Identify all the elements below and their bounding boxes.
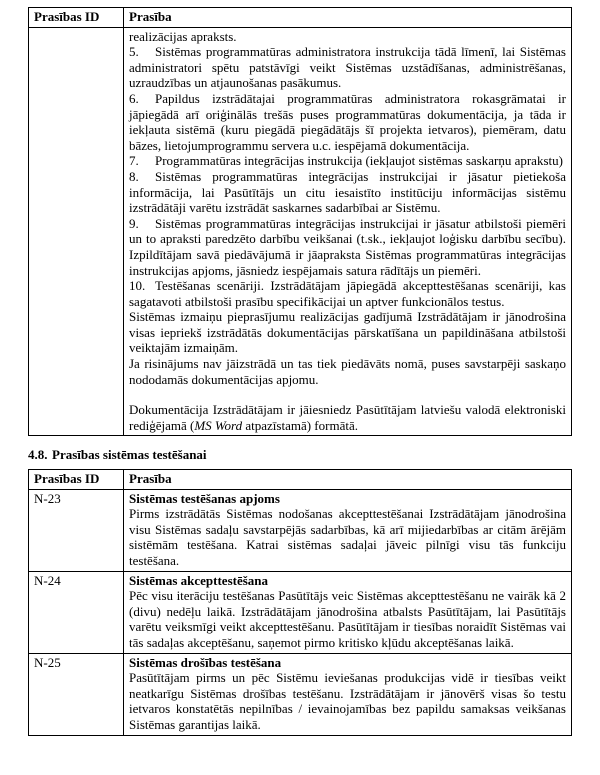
requirement-body: Pirms izstrādātās Sistēmas nodošanas akcepttestēšanai Izstrādātājam jānodrošina visu Sistēmas sadaļu savstarpējās sadarbības, kā arī mijiedarbības ar citām ārējām sistēmām testēšana. Katrai sistēmas sadaļai jāveic pilnīgi visu tās funkciju testēšana. <box>129 506 566 568</box>
requirement-paragraph <box>129 356 566 387</box>
paragraph-text: Sistēmas programmatūras administratora instrukcija tādā līmenī, lai Sistēmas administratori spētu patstāvīgi veikt Sistēmas uzstādīšanas, administrēšanas, uzraudzības un atjaunošanas pasākumus. <box>129 44 566 91</box>
paragraph-text: Sistēmas programmatūras integrācijas instrukcijai ir jāsatur atbilstoši piemēri un to apraksti paredzēto darbību veikšanai (t.sk., iekļaujot loģisku darbību secību). Izpildītājam savā piedāvājumā ir jāapraksta Sistēmas programmatūras integrācijas instrukcijas apjoms, jāsniedz iespējamais satura rādītājs un piemēri. <box>129 215 566 278</box>
section-heading-number: 4.8. <box>28 447 48 463</box>
requirement-title: Sistēmas drošības testēšana <box>129 654 282 670</box>
requirement-id: N-25 <box>29 653 124 735</box>
table-header-row <box>29 470 572 490</box>
paragraph-number: 6. <box>129 90 139 106</box>
requirement-id: N-24 <box>29 571 124 653</box>
paragraph-text: Programmatūras integrācijas instrukcija (iekļaujot sistēmas saskarņu aprakstu) <box>155 153 563 169</box>
paragraph-number: 7. <box>129 153 139 169</box>
requirement-paragraph <box>129 153 566 169</box>
requirement-title: Sistēmas testēšanas apjoms <box>129 490 280 506</box>
section-heading <box>28 447 572 463</box>
paragraph-text: Sistēmas izmaiņu pieprasījumu realizācijas gadījumā Izstrādātājam ir jānodrošina visas iepriekš izstrādātās dokumentācijas pārskatīšana un papildināšana atbilstoši veiktajām izmaiņām. <box>129 309 566 356</box>
final-note-post: atpazīstamā) formātā. <box>242 417 358 433</box>
final-note-italic: MS Word <box>194 417 243 433</box>
table-row-n23 <box>29 489 572 571</box>
table-row-n25 <box>29 653 572 735</box>
column-header-prasiba: Prasība <box>124 470 572 490</box>
paragraph-number: 9. <box>129 215 139 231</box>
blank-line <box>129 387 566 402</box>
requirement-body: Pēc visu iterāciju testēšanas Pasūtītājs veic Sistēmas akcepttestēšanu ne vairāk kā 2 (divu) nedēļu laikā. Izstrādātājam jānodrošina atbalsts Pasūtītājam, lai Pasūtītājs varētu veiksmīgi veikt akcepttestēšanu. Pasūtītājam ir tiesības noraidīt Sistēmas vai tās sadaļas akceptēšanu, saņemot pirmo kritisko kļūdu akceptēšanas laikā. <box>129 588 566 650</box>
requirement-paragraph <box>129 216 566 278</box>
paragraph-number: 8. <box>129 168 139 184</box>
requirement-paragraph <box>129 278 566 309</box>
table-row <box>29 27 572 436</box>
requirement-text-cell <box>124 27 572 436</box>
paragraph-text: realizācijas apraksts. <box>129 28 237 44</box>
requirement-body: Pasūtītājam pirms un pēc Sistēmu ieviešanas produkcijas vidē ir tiesības veikt neatkarīgu Sistēmas drošības testēšanu. Izstrādātājam ir jānovērš visas šo testu ietvaros konstatētās nepilnības / ievainojamības bez papildu samaksas veikšanas Sistēmas garantijas laikā. <box>129 670 566 732</box>
table-row-n24 <box>29 571 572 653</box>
paragraph-text: Papildus izstrādātajai programmatūras administratora rokasgrāmatai ir jāpiegādā arī oriģinālās trešās puses programmatūras dokumentācija, ja tāda ir iekļauta sistēmā (kuru piegādā piegādātājs šī projekta ietvaros), piemēram, datu bāzes, lietojumprogrammu servera u.c. iespējamā dokumentācija. <box>129 90 566 153</box>
requirement-paragraph <box>129 309 566 356</box>
requirement-text-cell <box>124 653 572 735</box>
paragraph-number: 5. <box>129 44 139 60</box>
requirement-title: Sistēmas akcepttestēšana <box>129 572 269 588</box>
paragraph-text: Sistēmas programmatūras integrācijas instrukcijai ir jāsatur pietiekoša informācija, lai Pasūtītājs un citu iesaistīto institūciju informācijas sistēmu izstrādātāji varētu izstrādāt saskarnes sadarbībai ar Sistēmu. <box>129 168 566 216</box>
column-header-prasibas-id: Prasības ID <box>29 8 124 28</box>
paragraph-number: 10. <box>129 278 146 294</box>
column-header-prasibas-id: Prasības ID <box>29 470 124 490</box>
requirements-table-documentation <box>28 7 572 436</box>
requirements-table-testing <box>28 469 572 736</box>
requirement-paragraph <box>129 29 566 45</box>
paragraph-text: Testēšanas scenāriji. Izstrādātājam jāpiegādā akcepttestēšanas scenāriji, kas sagatavoti atbilstoši prasību specifikācijai un aptver funkcionālos testus. <box>129 278 566 309</box>
section-heading-text: Prasības sistēmas testēšanai <box>52 447 207 463</box>
requirement-text-cell <box>124 489 572 571</box>
final-note-pre: Dokumentācija Izstrādātājam ir jāiesniedz Pasūtītājam latviešu valodā elektroniski rediģējamā ( <box>129 402 566 433</box>
requirement-paragraph <box>129 91 566 153</box>
paragraph-text: Ja risinājums nav jāizstrādā un tas tiek piedāvāts nomā, puses savstarpēji saskaņo nododamās dokumentācijas apjomu. <box>129 356 566 387</box>
requirement-paragraph <box>129 169 566 216</box>
requirement-text-cell <box>124 571 572 653</box>
table-header-row <box>29 8 572 28</box>
requirement-id: N-23 <box>29 489 124 571</box>
requirement-id-cell-empty <box>29 27 124 436</box>
requirement-paragraph <box>129 44 566 91</box>
final-note-paragraph <box>129 402 566 433</box>
column-header-prasiba: Prasība <box>124 8 572 28</box>
